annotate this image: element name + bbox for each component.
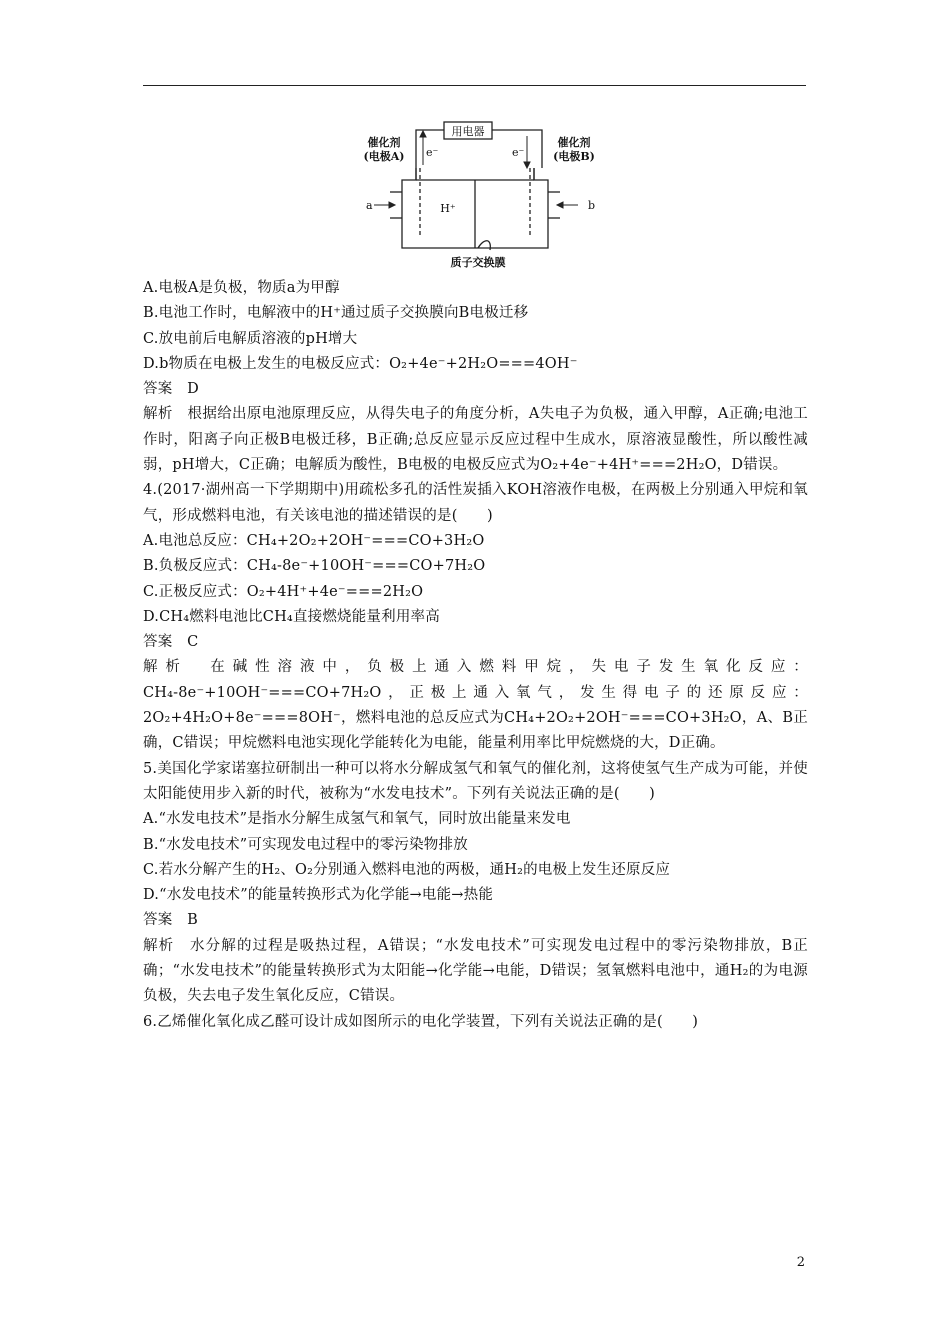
q5-option-d: D.“水发电技术”的能量转换形式为化学能→电能→热能 bbox=[143, 887, 494, 904]
electrode-a-sub: (电极A) bbox=[363, 150, 405, 163]
q5-option-c: C.若水分解产生的H₂、O₂分别通入燃料电池的两极，通H₂的电极上发生还原反应 bbox=[143, 861, 671, 878]
q4-stem: 4.(2017·湖州高一下学期期中)用疏松多孔的活性炭插入KOH溶液作电极，在两极上分别通入甲烷和氧气，形成燃料电池，有关该电池的描述错误的是( ) bbox=[143, 482, 808, 524]
electrode-b-sub: (电极B) bbox=[553, 150, 595, 163]
electrode-a-label: 催化剂 bbox=[367, 136, 401, 149]
arrow-down-icon bbox=[524, 162, 530, 168]
q3-option-b: B.电池工作时，电解液中的H⁺通过质子交换膜向B电极迁移 bbox=[143, 305, 529, 322]
q3-analysis: 解析 根据给出原电池原理反应，从得失电子的角度分析，A失电子为负极，通入甲醇，A正确;电池工作时，阳离子向正极B电极迁移，B正确;总反应显示反应过程中生成水，原溶液显酸性，所以酸性减弱，pH增大，C正确；电解质为酸性，B电极的电极反应式为O₂+4e⁻+4H⁺===2H₂O，D错误。 bbox=[143, 406, 808, 474]
q3-option-c: C.放电前后电解质溶液的pH增大 bbox=[143, 330, 358, 347]
q5-stem: 5.美国化学家诺塞拉研制出一种可以将水分解成氢气和氧气的催化剂，这将使氢气生产成为可能，并使太阳能使用步入新的时代，被称为“水发电技术”。下列有关说法正确的是( ) bbox=[143, 760, 808, 802]
q4-option-a: A.电池总反应：CH₄+2O₂+2OH⁻===CO+3H₂O bbox=[143, 532, 485, 549]
ion-label: H⁺ bbox=[440, 202, 456, 215]
q4-option-c: C.正极反应式：O₂+4H⁺+4e⁻===2H₂O bbox=[143, 583, 424, 600]
q3-answer: 答案 D bbox=[143, 381, 199, 398]
q6-stem: 6.乙烯催化氧化成乙醛可设计成如图所示的电化学装置，下列有关说法正确的是( ) bbox=[143, 1013, 699, 1030]
q4-option-d: D.CH₄燃料电池比CH₄直接燃烧能量利用率高 bbox=[143, 608, 440, 625]
q5-analysis: 解析 水分解的过程是吸热过程，A错误；“水发电技术”可实现发电过程中的零污染物排放，B正确；“水发电技术”的能量转换形式为太阳能→化学能→电能，D错误；氢氧燃料电池中，通H₂的为电源负极，失去电子发生氧化反应，C错误。 bbox=[143, 937, 808, 1005]
load-label: 用电器 bbox=[451, 125, 485, 138]
electron-left-label: e⁻ bbox=[426, 146, 439, 159]
arrow-right-icon bbox=[389, 202, 395, 208]
fuel-cell-diagram bbox=[360, 120, 600, 270]
header-rule bbox=[143, 85, 806, 86]
arrow-left-icon bbox=[557, 202, 563, 208]
q3-option-a: A.电极A是负极，物质a为甲醇 bbox=[143, 280, 340, 296]
q3-option-d: D.b物质在电极上发生的电极反应式：O₂+4e⁻+2H₂O===4OH⁻ bbox=[143, 355, 578, 372]
q4-answer: 答案 C bbox=[143, 634, 199, 651]
input-b-label: b bbox=[588, 199, 596, 212]
electron-right-label: e⁻ bbox=[512, 146, 525, 159]
page-number: 2 bbox=[796, 1255, 805, 1270]
q5-option-a: A.“水发电技术”是指水分解生成氢气和氧气，同时放出能量来发电 bbox=[143, 811, 571, 828]
q5-answer: 答案 B bbox=[143, 912, 198, 929]
question-content bbox=[143, 276, 808, 1035]
q4-option-b: B.负极反应式：CH₄-8e⁻+10OH⁻===CO+7H₂O bbox=[143, 558, 486, 575]
arrow-up-icon bbox=[420, 131, 426, 137]
electrode-b-label: 催化剂 bbox=[557, 136, 591, 149]
input-a-label: a bbox=[366, 199, 373, 212]
q5-option-b: B.“水发电技术”可实现发电过程中的零污染物排放 bbox=[143, 836, 468, 853]
q4-analysis: 解析 在碱性溶液中，负极上通入燃料甲烷，失电子发生氧化反应：CH₄-8e⁻+10OH⁻===CO+7H₂O，正极上通入氧气，发生得电子的还原反应：2O₂+4H₂O+8e⁻===8OH⁻，燃料电池的总反应式为CH₄+2O₂+2OH⁻===CO+3H₂O，A、B正确，C错误；甲烷燃料电池实现化学能转化为电能，能量利用率比甲烷燃烧的大，D正确。 bbox=[143, 659, 808, 752]
membrane-label: 质子交换膜 bbox=[450, 256, 506, 269]
